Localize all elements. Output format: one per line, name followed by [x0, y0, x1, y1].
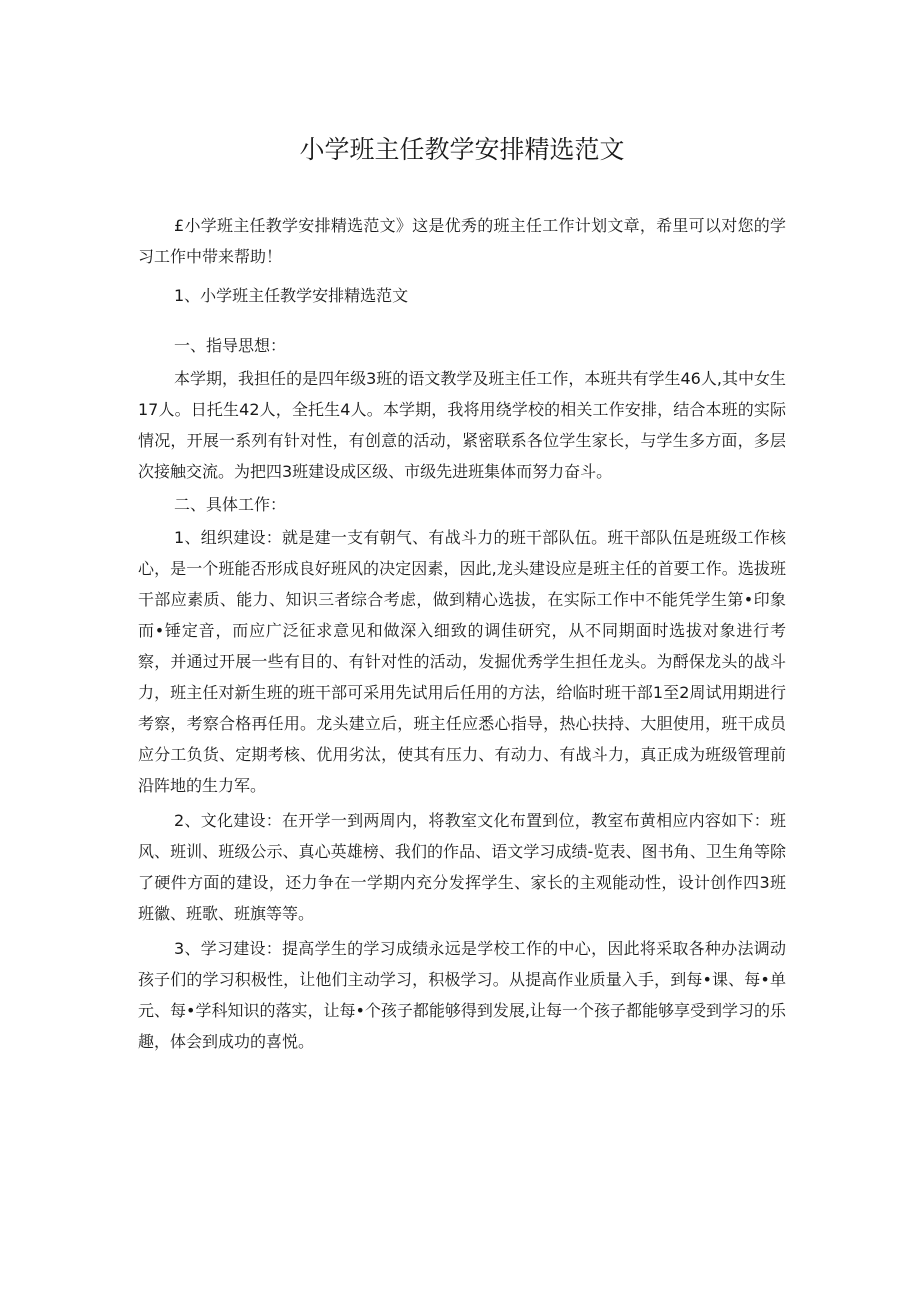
- work-heading: 二、具体工作：: [174, 495, 287, 514]
- work-item-study: 3、学习建设：提高学生的学习成绩永远是学校工作的中心，因此将采取各种办法调动孩子们的学习积极性，让他们主动学习，积极学习。从提高作业质量入手，到每•课、每•单元、每•学科知识的落实，让每•个孩子都能够得到发展,让每一个孩子都能够享受到学习的乐趣，体会到成功的喜悦。: [138, 939, 786, 1051]
- guiding-heading: 一、指导思想：: [174, 336, 287, 355]
- intro-paragraph: £小学班主任教学安排精选范文》这是优秀的班主任工作计划文章，希里可以对您的学习工作中带来帮助！: [138, 216, 786, 266]
- page-title: 小学班主任教学安排精选范文: [299, 135, 625, 164]
- document-body: [138, 210, 786, 1057]
- document-page: [138, 0, 786, 1057]
- guiding-paragraph: 本学期，我担任的是四年级3班的语文教学及班主任工作，本班共有学生46人,其中女生17人。日托生42人，全托生4人。本学期，我将用绕学校的相关工作安排，结合本班的实际情况，开展一系列有针对性，有创意的活动，紧密联系各位学生家长，与学生多方面，多层次接触交流。为把四3班建设成区级、市级先进班集体而努力奋斗。: [138, 369, 786, 481]
- work-item-organization: 1、组织建设：就是建一支有朝气、有战斗力的班干部队伍。班干部队伍是班级工作核心，是一个班能否形成良好班风的决定因素，因此,龙头建设应是班主任的首要工作。选拔班干部应素质、能力、知识三者综合考虑，做到精心选拔，在实际工作中不能凭学生第•印象而•锤定音，而应广泛征求意见和做深入细致的调佳研究，从不同期面时选拔对象进行考察，并通过开展一些有目的、有针对性的活动，发掘优秀学生担任龙头。为酹保龙头的战斗力，班主任对新生班的班干部可采用先试用后任用的方法，给临时班干部1至2周试用期进行考察，考察合格再任用。龙头建立后，班主任应悉心指导，热心扶持、大胆使用，班干成员应分工负货、定期考核、优用劣汰，使其有压力、有动力、有战斗力，真正成为班级管理前沿阵地的生力军。: [138, 528, 786, 795]
- section-heading: 1、小学班主任教学安排精选范文: [174, 286, 409, 305]
- work-item-culture: 2、文化建设：在开学一到两周内，将教室文化布置到位，教室布黄相应内容如下：班风、班训、班级公示、真心英雄榜、我们的作品、语文学习成绩-览表、图书角、卫生角等除了硬件方面的建设，还力争在一学期内充分发挥学生、家长的主观能动性，设计创作四3班班徽、班歌、班旗等等。: [138, 811, 786, 923]
